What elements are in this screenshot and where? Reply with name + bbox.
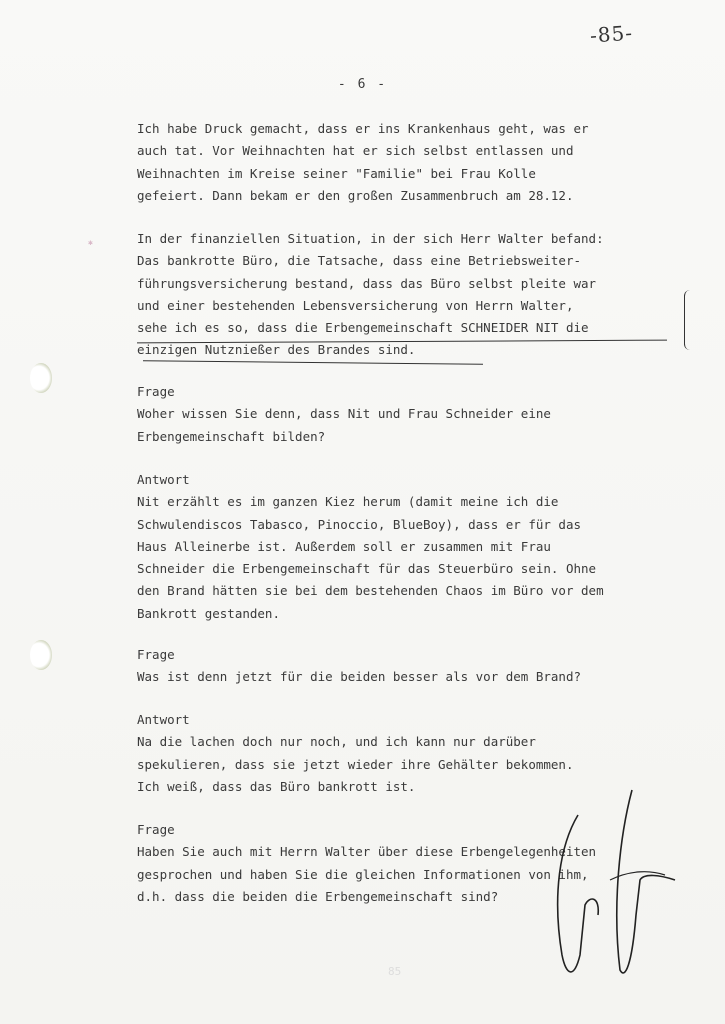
qa-label: Frage	[137, 647, 175, 662]
text-line: Woher wissen Sie denn, dass Nit und Frau Schneider eine	[137, 406, 551, 422]
text-line: Na die lachen doch nur noch, und ich kann nur darüber	[137, 734, 536, 750]
text-line: auch tat. Vor Weihnachten hat er sich selbst entlassen und	[137, 143, 574, 159]
text-line: gefeiert. Dann bekam er den großen Zusammenbruch am 28.12.	[137, 187, 574, 203]
punch-hole	[30, 363, 52, 393]
paragraph-1	[137, 118, 677, 207]
question-1	[137, 381, 677, 448]
text-line: sehe ich es so, dass die Erbengemeinschaft SCHNEIDER NIT die	[137, 320, 589, 336]
text-line: den Brand hätten sie bei dem bestehenden Chaos im Büro vor dem	[137, 583, 604, 599]
text-line: Schwulendiscos Tabasco, Pinoccio, BlueBoy), dass er für das	[137, 516, 582, 532]
text-line: Nit erzählt es im ganzen Kiez herum (damit meine ich die	[137, 494, 559, 510]
text-line: einzigen Nutznießer des Brandes sind.	[137, 342, 416, 358]
text-line: Bankrott gestanden.	[137, 605, 280, 621]
qa-label: Antwort	[137, 472, 190, 487]
question-2	[137, 644, 677, 689]
text-line: Weihnachten im Kreise seiner "Familie" bei Frau Kolle	[137, 165, 536, 181]
text-line: Erbengemeinschaft bilden?	[137, 428, 326, 444]
text-line: Schneider die Erbengemeinschaft für das Steuerbüro sein. Ohne	[137, 561, 597, 577]
text-line: d.h. dass die beiden die Erbengemeinschaft sind?	[137, 888, 499, 904]
qa-label: Antwort	[137, 712, 190, 727]
qa-label: Frage	[137, 384, 175, 399]
text-line: Ich weiß, dass das Büro bankrott ist.	[137, 778, 416, 794]
text-line: gesprochen und haben Sie die gleichen Informationen von ihm,	[137, 866, 589, 882]
text-line: Haben Sie auch mit Herrn Walter über diese Erbengelegenheiten	[137, 844, 597, 860]
text-line: und einer bestehenden Lebensversicherung von Herrn Walter,	[137, 297, 574, 313]
text-line: Haus Alleinerbe ist. Außerdem soll er zusammen mit Frau	[137, 538, 551, 554]
handwritten-page-number: -85-	[589, 20, 634, 48]
text-line: Was ist denn jetzt für die beiden besser als vor dem Brand?	[137, 669, 582, 685]
text-line: führungsversicherung bestand, dass das Büro selbst pleite war	[137, 275, 597, 291]
text-line: Das bankrotte Büro, die Tatsache, dass eine Betriebsweiter-	[137, 253, 582, 269]
punch-hole	[30, 640, 52, 670]
typed-page-number: - 6 -	[337, 77, 388, 92]
answer-1	[137, 469, 677, 625]
text-line: spekulieren, dass sie jetzt wieder ihre Gehälter bekommen.	[137, 756, 574, 772]
handwritten-signature	[540, 785, 680, 985]
qa-label: Frage	[137, 822, 175, 837]
text-line: In der finanziellen Situation, in der sich Herr Walter befand:	[137, 231, 604, 246]
text-line: Ich habe Druck gemacht, dass er ins Krankenhaus geht, was er	[137, 121, 589, 136]
margin-bracket-mark	[684, 290, 693, 350]
ink-smudge: ✱	[88, 238, 93, 247]
faint-footer-number: 85	[388, 965, 402, 978]
